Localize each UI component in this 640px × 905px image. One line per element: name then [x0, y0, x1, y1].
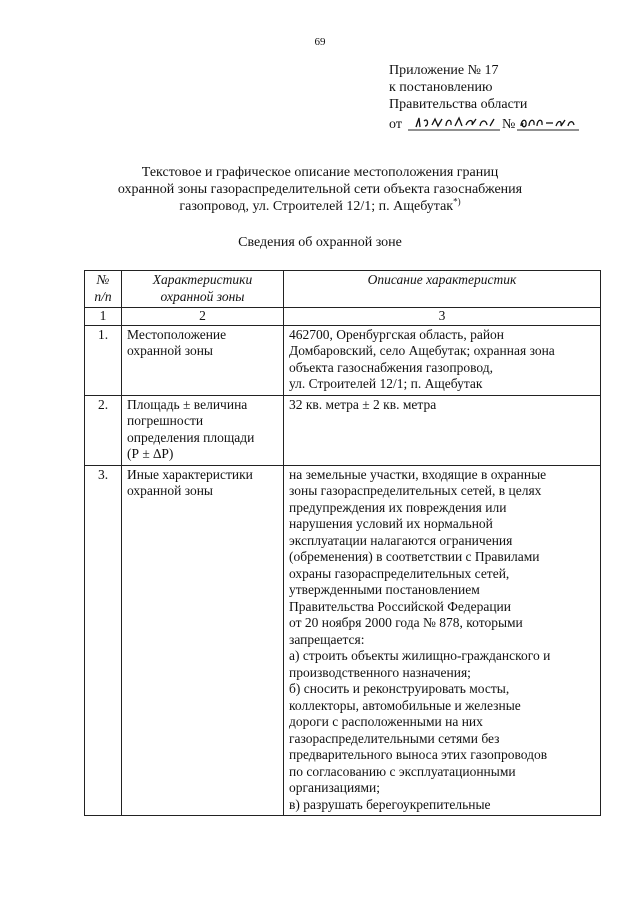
- row-description: [284, 465, 601, 816]
- table-row: [85, 395, 601, 465]
- characteristic-line: охранной зоны: [127, 343, 214, 358]
- column-number: 3: [284, 308, 601, 326]
- characteristic-line: охранной зоны: [127, 483, 214, 498]
- column-number-row: [85, 308, 601, 326]
- description-line: дороги с расположенными на них: [289, 714, 483, 729]
- description-line: производственного назначения;: [289, 664, 471, 680]
- description-line: ул. Строителей 12/1; п. Ащебутак: [289, 376, 483, 391]
- characteristic-line: Площадь ± величина: [127, 396, 248, 412]
- description-line: по согласованию с эксплуатационными: [289, 763, 516, 779]
- description-line: 32 кв. метра ± 2 кв. метра: [289, 396, 437, 412]
- column-number: 1: [85, 308, 122, 326]
- description-line: нарушения условий их нормальной: [289, 516, 493, 531]
- description-line: в) разрушать берегоукрепительные: [289, 796, 491, 812]
- header-num: [85, 271, 122, 308]
- header-characteristics-line: Характеристики: [152, 272, 253, 287]
- header-characteristics: [122, 271, 284, 308]
- appendix-block: [389, 62, 581, 133]
- header-characteristics-line: охранной зоны: [160, 288, 245, 304]
- description-line: запрещается:: [289, 631, 365, 647]
- description-line: Правительства Российской Федерации: [289, 598, 511, 614]
- characteristic-line: погрешности: [127, 413, 204, 428]
- characteristic-line: Иные характеристики: [127, 466, 253, 482]
- document-title: [80, 164, 560, 215]
- description-line: на земельные участки, входящие в охранные: [289, 466, 547, 482]
- description-line: газораспределительными сетями без: [289, 730, 500, 746]
- row-description: [284, 325, 601, 395]
- page-number: 69: [314, 36, 326, 48]
- title-line-3-text: газопровод, ул. Строителей 12/1; п. Ащебутак: [179, 199, 454, 214]
- description-line: от 20 ноября 2000 года № 878, которыми: [289, 615, 523, 630]
- description-line: Домбаровский, село Ащебутак; охранная зона: [289, 343, 555, 358]
- row-characteristic: [122, 395, 284, 465]
- title-line-3: [80, 198, 560, 215]
- characteristic-line: определения площади: [127, 429, 255, 445]
- description-line: 462700, Оренбургская область, район: [289, 326, 505, 342]
- appendix-date-number-line: [389, 113, 581, 133]
- description-line: утвержденными постановлением: [289, 582, 480, 597]
- title-line-2: охранной зоны газораспределительной сети объекта газоснабжения: [117, 182, 523, 197]
- description-line: б) сносить и реконструировать мосты,: [289, 681, 510, 696]
- row-number: 1.: [85, 325, 122, 395]
- table-header-row: [85, 271, 601, 308]
- row-characteristic: [122, 465, 284, 816]
- header-num-line: п/п: [94, 288, 112, 304]
- protection-zone-table: [84, 270, 601, 816]
- description-line: (обременения) в соответствии с Правилами: [289, 549, 540, 564]
- appendix-resolution: к постановлению: [389, 80, 493, 95]
- description-line: объекта газоснабжения газопровод,: [289, 359, 493, 375]
- row-characteristic: [122, 325, 284, 395]
- description-line: эксплуатации налагаются ограничения: [289, 532, 513, 548]
- handwritten-number-signature: [515, 113, 581, 133]
- table-row: [85, 465, 601, 816]
- section-title: Сведения об охранной зоне: [238, 235, 402, 250]
- handwritten-date-signature: [402, 113, 502, 133]
- footnote-mark: *): [453, 196, 461, 207]
- table-row: [85, 325, 601, 395]
- description-line: а) строить объекты жилищно-гражданского и: [289, 648, 551, 663]
- description-line: зоны газораспределительных сетей, в целях: [289, 483, 542, 498]
- header-description: Описание характеристик: [284, 271, 601, 308]
- appendix-number: Приложение № 17: [389, 63, 499, 78]
- row-number: 2.: [85, 395, 122, 465]
- characteristic-line: (Р ± ∆Р): [127, 446, 174, 461]
- description-line: охраны газораспределительных сетей,: [289, 565, 510, 581]
- description-line: организациями;: [289, 780, 380, 795]
- from-label: от: [389, 117, 402, 132]
- title-line-1: Текстовое и графическое описание местоположения границ: [141, 165, 499, 180]
- characteristic-line: Местоположение: [127, 326, 227, 342]
- description-line: коллекторы, автомобильные и железные: [289, 697, 521, 713]
- appendix-government: Правительства области: [389, 97, 528, 112]
- row-number: 3.: [85, 465, 122, 816]
- header-num-line: №: [96, 272, 110, 287]
- column-number: 2: [122, 308, 284, 326]
- description-line: предварительного выноса этих газопроводов: [289, 747, 548, 762]
- description-line: предупреждения их повреждения или: [289, 499, 507, 515]
- row-description: [284, 395, 601, 465]
- number-label: №: [501, 117, 516, 132]
